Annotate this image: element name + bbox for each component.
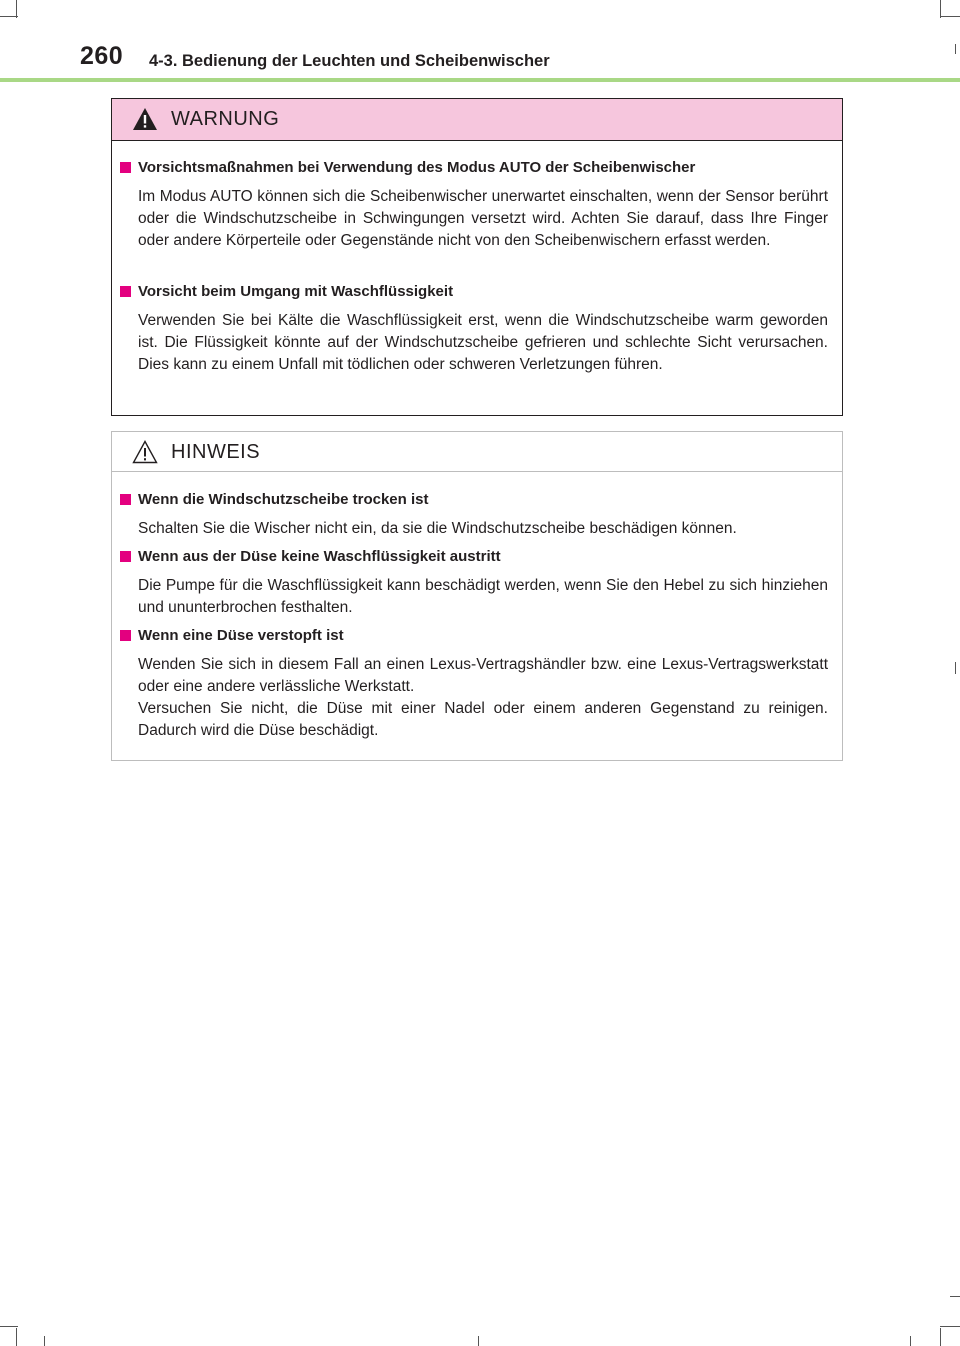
notice-item-text: Schalten Sie die Wischer nicht ein, da sie die Windschutzscheibe beschädigen können.: [138, 520, 737, 537]
warning-label: WARNUNG: [171, 108, 280, 130]
crop-mark: [478, 1336, 479, 1346]
warning-item-title: Vorsicht beim Umgang mit Waschflüssigkeit: [138, 283, 454, 300]
crop-mark: [955, 662, 956, 674]
crop-mark: [940, 1326, 960, 1327]
warning-item-text: Im Modus AUTO können sich die Scheibenwischer unerwartet einschalten, wenn der Sensor berührt oder die Windschutzscheibe in Schwingungen versetzt wird. Achten Sie darauf, dass Ihre Finger oder andere Körperteile oder Gegenstände nicht von den Scheibenwischern erfasst werden.: [138, 188, 828, 249]
header-divider: [0, 78, 960, 82]
section-title: 4-3. Bedienung der Leuchten und Scheibenwischer: [149, 52, 550, 70]
bullet-square-icon: [120, 162, 131, 173]
notice-item-title: Wenn die Windschutzscheibe trocken ist: [138, 491, 429, 508]
bullet-square-icon: [120, 630, 131, 641]
bullet-square-icon: [120, 551, 131, 562]
crop-mark: [16, 0, 17, 18]
notice-box: [111, 431, 843, 761]
crop-mark: [0, 1326, 18, 1327]
warning-item-text: Verwenden Sie bei Kälte die Waschflüssigkeit erst, wenn die Windschutzscheibe warm geworden ist. Die Flüssigkeit könnte auf der Windschutzscheibe gefrieren und schlechte Sicht verursachen. Dies kann zu einem Unfall mit tödlichen oder schweren Verletzungen führen.: [138, 312, 828, 373]
notice-item-title: Wenn aus der Düse keine Waschflüssigkeit austritt: [138, 548, 501, 565]
warning-box: [111, 98, 843, 416]
caution-triangle-icon: [132, 440, 158, 464]
bullet-square-icon: [120, 286, 131, 297]
crop-mark: [910, 1336, 911, 1346]
notice-header: [112, 432, 842, 472]
warning-triangle-icon: [132, 107, 158, 131]
notice-label: HINWEIS: [171, 441, 261, 463]
crop-mark: [940, 0, 941, 18]
notice-item-text-group: [138, 654, 828, 742]
notice-item-text: Die Pumpe für die Waschflüssigkeit kann beschädigt werden, wenn Sie den Hebel zu sich hinziehen und ununterbrochen festhalten.: [138, 577, 828, 616]
crop-mark: [940, 1328, 941, 1346]
notice-item-title: Wenn eine Düse verstopft ist: [138, 627, 344, 644]
crop-mark: [44, 1336, 45, 1346]
page-number: 260: [80, 42, 124, 70]
warning-item-title: Vorsichtsmaßnahmen bei Verwendung des Modus AUTO der Scheibenwischer: [138, 159, 696, 176]
notice-item-text: Wenden Sie sich in diesem Fall an einen Lexus-Vertragshändler bzw. eine Lexus-Vertragswerkstatt oder eine andere verlässliche Werkstatt.: [138, 656, 828, 695]
crop-mark: [16, 1328, 17, 1346]
notice-item-text: Versuchen Sie nicht, die Düse mit einer Nadel oder einem anderen Gegenstand zu reinigen. Dadurch wird die Düse beschädigt.: [138, 700, 828, 739]
page-header: [80, 42, 960, 78]
crop-mark: [940, 16, 960, 17]
bullet-square-icon: [120, 494, 131, 505]
warning-header: [112, 99, 842, 141]
crop-mark: [950, 1296, 960, 1297]
